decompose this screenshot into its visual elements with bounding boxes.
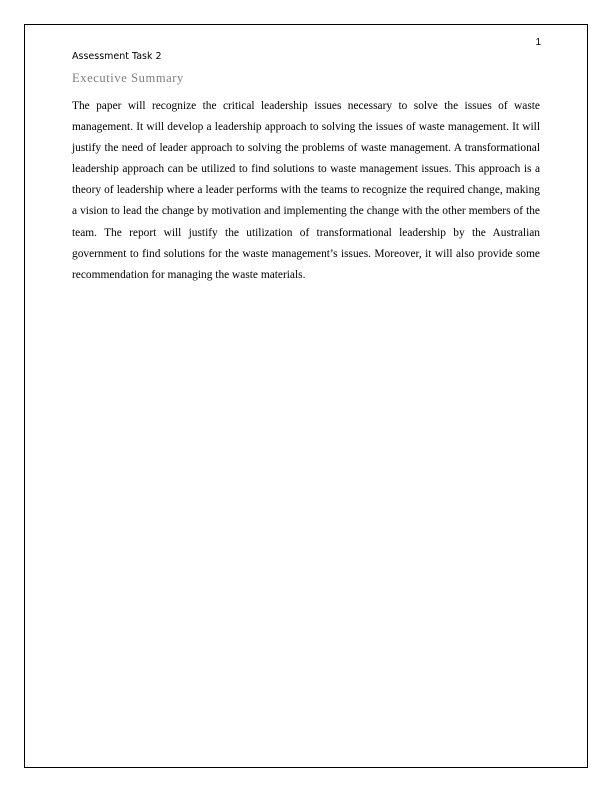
running-header: Assessment Task 2 xyxy=(72,51,162,62)
page-number: 1 xyxy=(535,37,541,48)
section-heading: Executive Summary xyxy=(72,71,184,85)
body-paragraph: The paper will recognize the critical leadership issues necessary to solve the issues of waste management. It will develop a leadership approach to solving the issues of waste management. It will justify the need of leader approach to solving the problems of waste management. A transformational leadership approach can be utilized to find solutions to waste management issues. This approach is a theory of leadership where a leader performs with the teams to recognize the required change, making a vision to lead the change by motivation and implementing the change with the other members of the team. The report will justify the utilization of transformational leadership by the Australian government to find solutions for the waste management’s issues. Moreover, it will also provide some recommendation for managing the waste materials. xyxy=(72,100,540,281)
